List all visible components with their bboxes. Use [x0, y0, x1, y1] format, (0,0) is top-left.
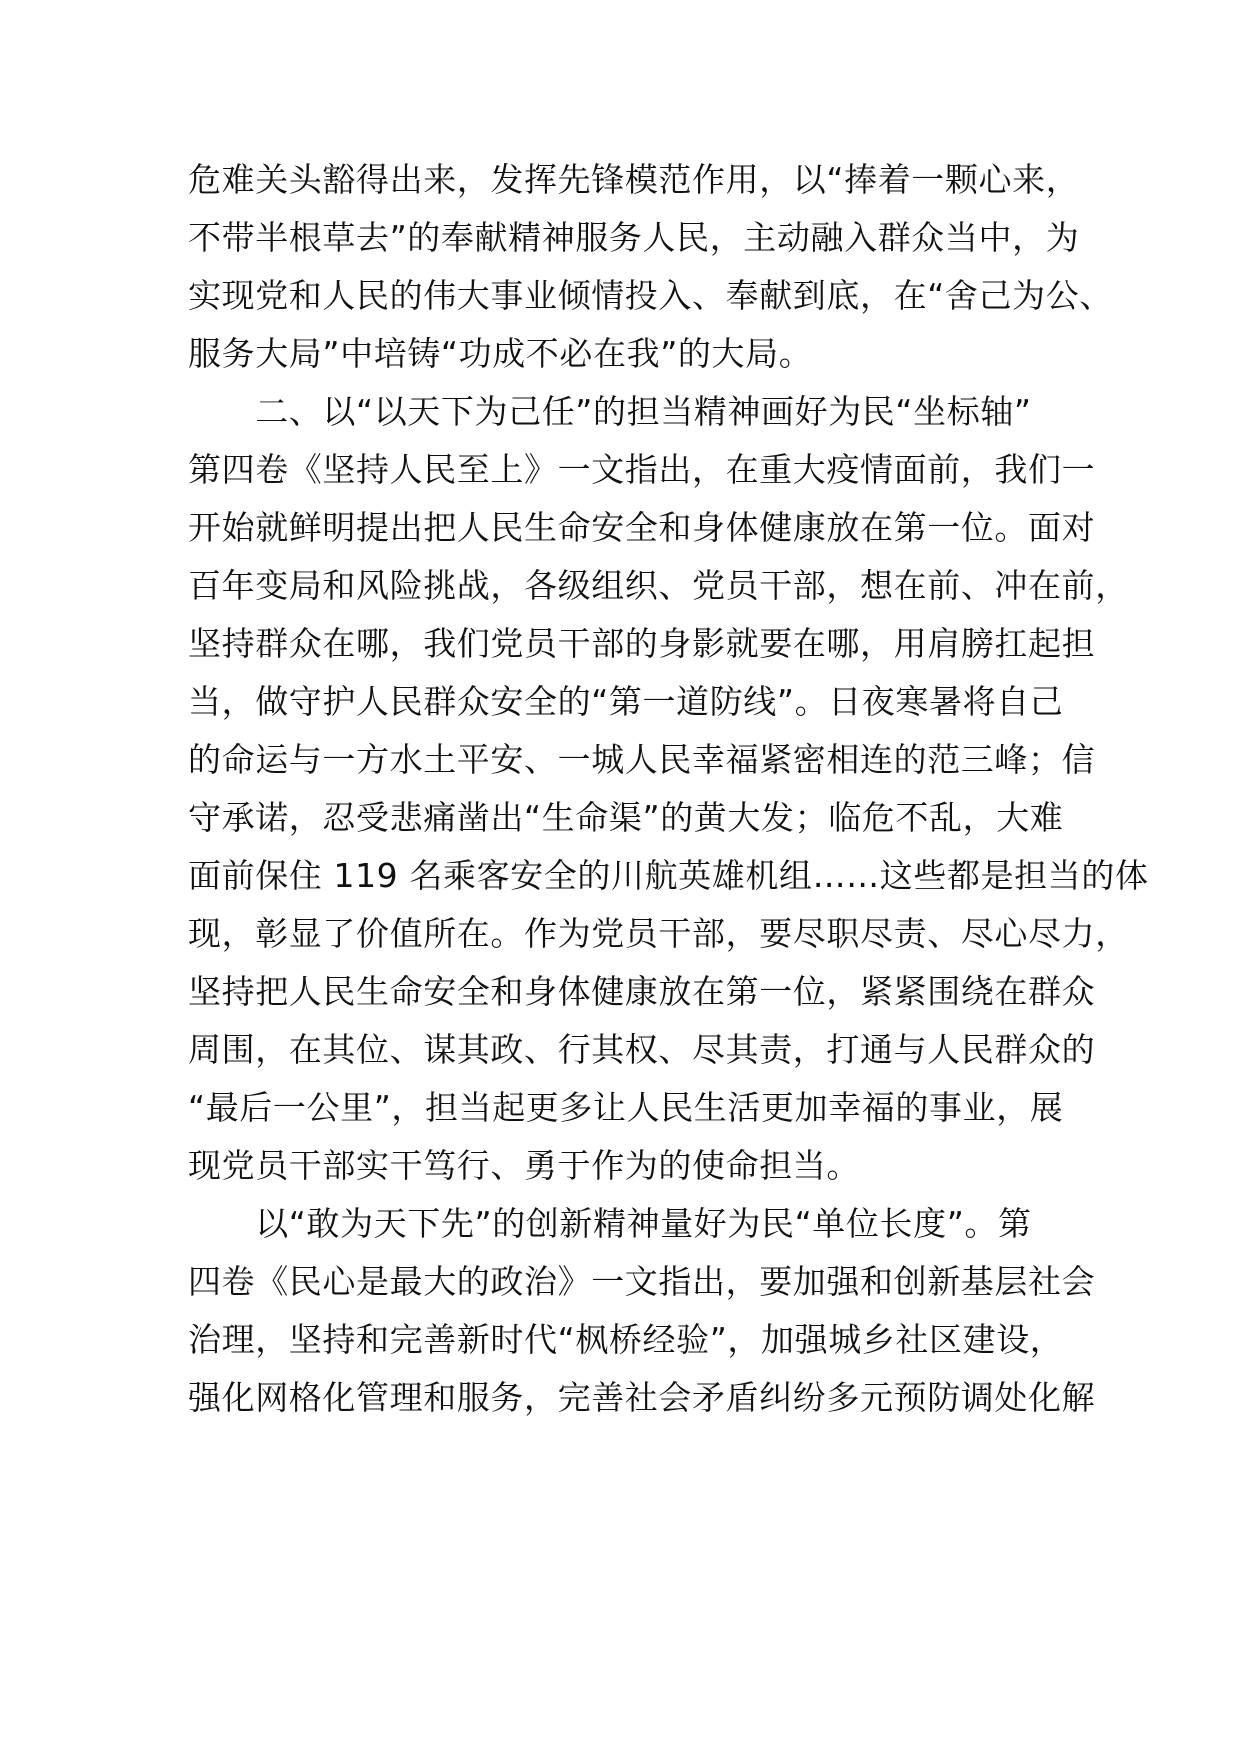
text-line: 周围，在其位、谋其政、行其权、尽其责，打通与人民群众的 [188, 1030, 1096, 1069]
text-line: 治理，坚持和完善新时代“枫桥经验”，加强城乡社区建设， [188, 1320, 1064, 1359]
text-line: 坚持把人民生命安全和身体健康放在第一位，紧紧围绕在群众 [188, 972, 1096, 1011]
text-line: 服务大局”中培铸“功成不必在我”的大局。 [188, 334, 813, 373]
section-heading: 二、以“以天下为己任”的担当精神画好为民“坐标轴” [188, 392, 1032, 431]
text-line: 当，做守护人民群众安全的“第一道防线”。日夜寒暑将自己 [188, 682, 1064, 721]
text-line: 第四卷《坚持人民至上》一文指出，在重大疫情面前，我们一 [188, 450, 1096, 489]
text-line: 开始就鲜明提出把人民生命安全和身体健康放在第一位。面对 [188, 508, 1096, 547]
text-line: 面前保住 119 名乘客安全的川航英雄机组……这些都是担当的体 [188, 856, 1149, 895]
text-line: “最后一公里”，担当起更多让人民生活更加幸福的事业，展 [188, 1088, 1064, 1127]
text-line: 的命运与一方水土平安、一城人民幸福紧密相连的范三峰；信 [188, 740, 1096, 779]
text-line: 四卷《民心是最大的政治》一文指出，要加强和创新基层社会 [188, 1262, 1096, 1301]
text-line: 危难关头豁得出来，发挥先锋模范作用，以“捧着一颗心来， [188, 160, 1080, 199]
text-line: 百年变局和风险挑战，各级组织、党员干部，想在前、冲在前， [188, 566, 1129, 605]
text-line: 不带半根草去”的奉献精神服务人民，主动融入群众当中，为 [188, 218, 1080, 257]
text-line: 坚持群众在哪，我们党员干部的身影就要在哪，用肩膀扛起担 [188, 624, 1096, 663]
text-line: 强化网格化管理和服务，完善社会矛盾纠纷多元预防调处化解 [188, 1378, 1096, 1417]
text-line: 实现党和人民的伟大事业倾情投入、奉献到底，在“舍己为公、 [188, 276, 1113, 315]
text-line: 守承诺，忍受悲痛凿出“生命渠”的黄大发；临危不乱，大难 [188, 798, 1064, 837]
section-heading: 以“敢为天下先”的创新精神量好为民“单位长度”。第 [188, 1204, 1032, 1243]
text-line: 现，彰显了价值所在。作为党员干部，要尽职尽责、尽心尽力， [188, 914, 1129, 953]
text-line: 现党员干部实干笃行、勇于作为的使命担当。 [188, 1146, 860, 1185]
